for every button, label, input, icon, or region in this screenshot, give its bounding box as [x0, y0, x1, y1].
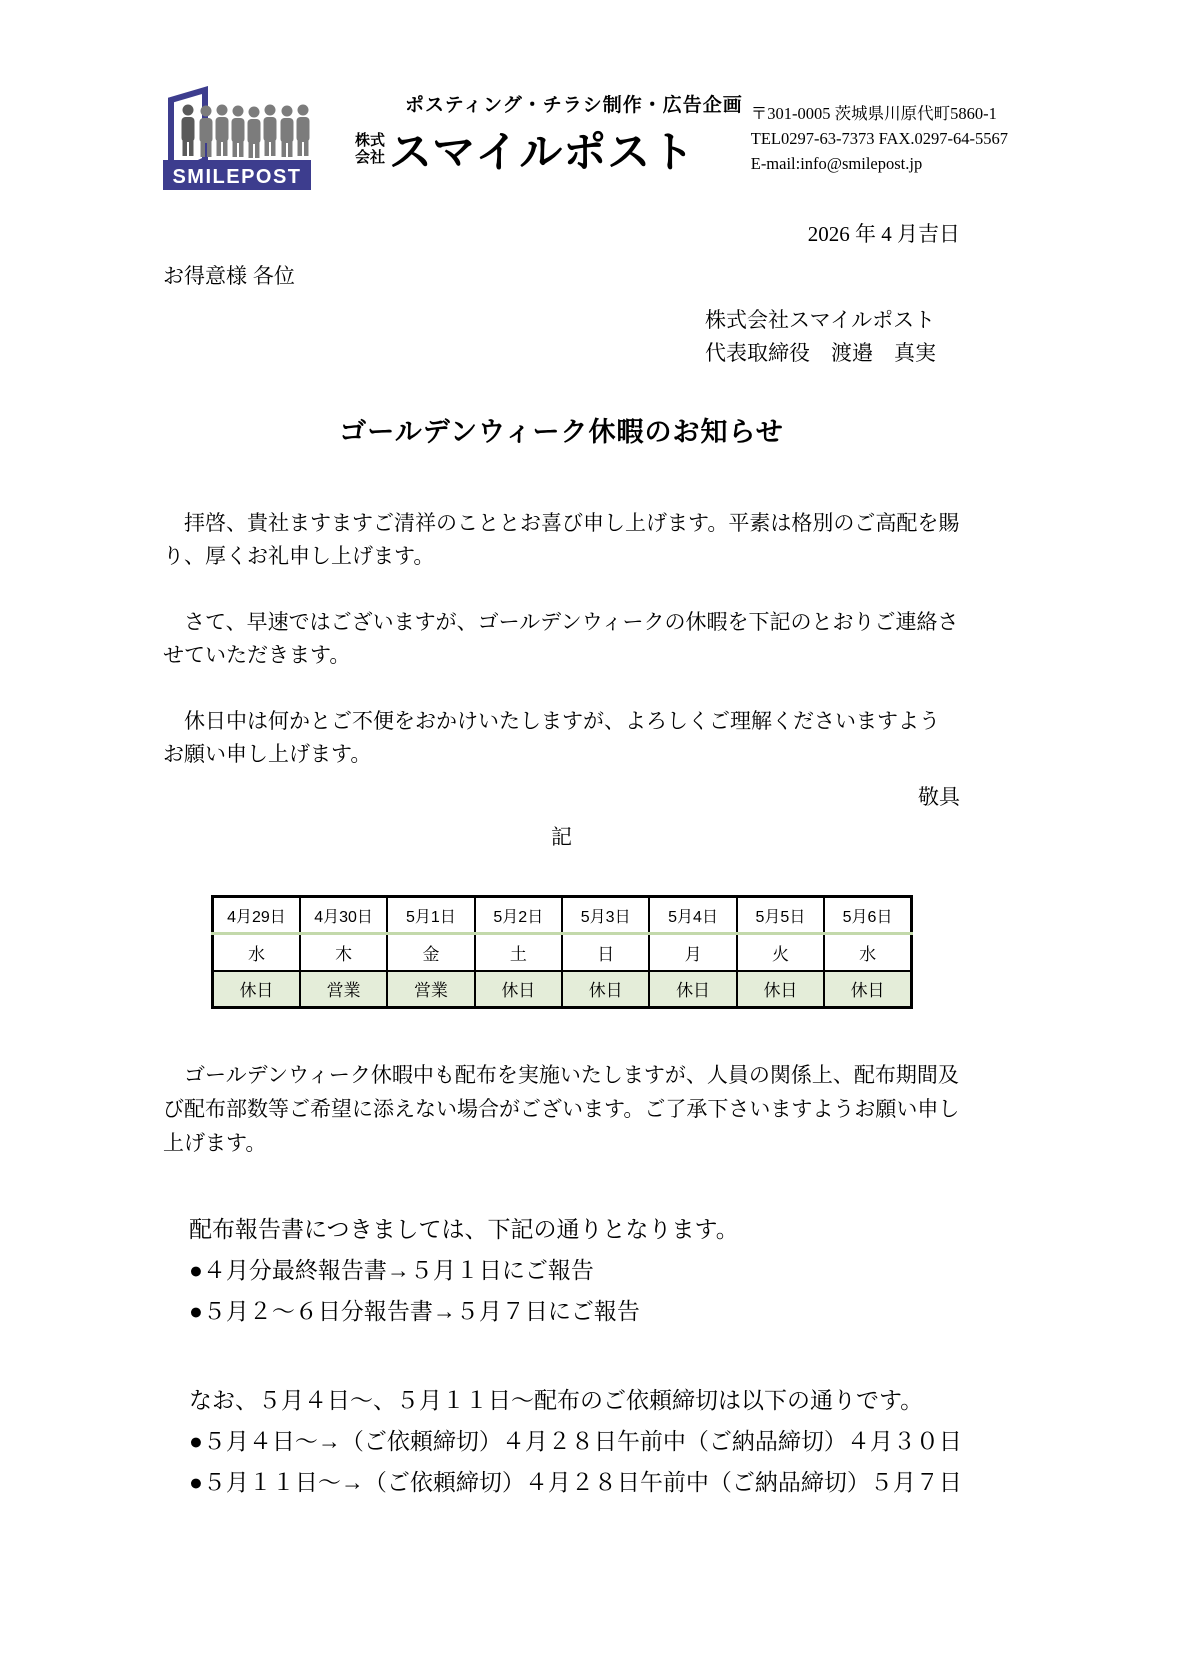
person-in-door-icon — [182, 105, 195, 157]
cell-day-0: 水 — [213, 934, 300, 971]
deadline-item-may11: ●５月１１日～→（ご依頼締切）４月２８日午前中（ご納品締切）５月７日 — [189, 1469, 962, 1495]
addressee: お得意様 各位 — [163, 265, 295, 288]
deadline-intro: なお、５月４日～、５月１１日～配布のご依頼締切は以下の通りです。 — [189, 1387, 924, 1413]
sender-name: 代表取締役 渡邉 真実 — [705, 342, 936, 365]
company-prefix-bottom: 会社 — [355, 148, 386, 166]
cell-status-2: 営業 — [387, 971, 474, 1008]
cell-day-3: 土 — [475, 934, 562, 971]
document-title: ゴールデンウィーク休暇のお知らせ — [339, 417, 784, 447]
tel-fax: TEL0297-63-7373 FAX.0297-64-5567 — [750, 128, 1008, 148]
brand-block — [355, 90, 743, 180]
cell-date-6: 5月5日 — [737, 897, 824, 934]
deadline-item-may4: ●５月４日～→（ご依頼締切）４月２８日午前中（ご納品締切）４月３０日 — [189, 1428, 962, 1454]
schedule-row-status — [213, 971, 912, 1008]
cell-day-2: 金 — [387, 934, 474, 971]
cell-date-7: 5月6日 — [824, 897, 911, 934]
sender-block — [705, 304, 960, 370]
cell-day-5: 月 — [649, 934, 736, 971]
cell-date-1: 4月30日 — [300, 897, 387, 934]
company-prefix-top: 株式 — [355, 132, 386, 149]
sender-company: 株式会社スマイルポスト — [705, 309, 936, 332]
report-section — [163, 1209, 960, 1332]
closing-keigu: 敬具 — [918, 786, 960, 809]
record-mark-ki: 記 — [551, 826, 572, 849]
paragraph-greeting: 拝啓、貴社ますますご清祥のこととお喜び申し上げます。平素は格別のご高配を賜り、厚くお礼申し上げます。 — [163, 512, 960, 568]
logo-svg — [163, 86, 311, 192]
postal-address: 〒301-0005 茨城県川原代町5860-1 — [750, 104, 997, 123]
cell-status-0: 休日 — [213, 971, 300, 1008]
paragraph-distribution: ゴールデンウィーク休暇中も配布を実施いたしますが、人員の関係上、配布期間及び配布部数等ご希望に添えない場合がございます。ご了承下さいますようお願い申し上げます。 — [163, 1064, 960, 1155]
cell-date-3: 5月2日 — [475, 897, 562, 934]
cell-status-5: 休日 — [649, 971, 736, 1008]
report-item-april: ●４月分最終報告書→５月１日にご報告 — [189, 1257, 594, 1283]
cell-status-6: 休日 — [737, 971, 824, 1008]
schedule-row-days — [213, 934, 912, 971]
report-item-may: ●５月２～６日分報告書→５月７日にご報告 — [189, 1298, 640, 1324]
cell-day-7: 水 — [824, 934, 911, 971]
deadline-section — [163, 1380, 960, 1503]
logo-banner-text: SMILEPOST — [172, 166, 302, 188]
letterhead — [163, 86, 1008, 192]
cell-day-4: 日 — [562, 934, 649, 971]
cell-date-0: 4月29日 — [213, 897, 300, 934]
schedule-table — [211, 895, 913, 1009]
company-name-large: スマイルポスト — [389, 129, 696, 177]
cell-date-2: 5月1日 — [387, 897, 474, 934]
cell-status-4: 休日 — [562, 971, 649, 1008]
cell-day-1: 木 — [300, 934, 387, 971]
cell-date-5: 5月4日 — [649, 897, 736, 934]
report-intro: 配布報告書につきましては、下記の通りとなります。 — [189, 1216, 739, 1242]
email: E-mail:info@smilepost.jp — [750, 153, 923, 173]
company-tagline: ポスティング・チラシ制作・広告企画 — [405, 95, 743, 116]
cell-status-3: 休日 — [475, 971, 562, 1008]
cell-status-1: 営業 — [300, 971, 387, 1008]
company-address-block — [751, 102, 1008, 176]
cell-date-4: 5月3日 — [562, 897, 649, 934]
smilepost-logo-icon — [163, 86, 311, 192]
schedule-row-dates — [213, 897, 912, 934]
cell-day-6: 火 — [737, 934, 824, 971]
paragraph-apology: 休日中は何かとご不便をおかけいたしますが、よろしくご理解くださいますようお願い申し上げます。 — [163, 710, 940, 766]
company-name-row — [355, 119, 743, 180]
cell-status-7: 休日 — [824, 971, 911, 1008]
paragraph-announcement: さて、早速ではございますが、ゴールデンウィークの休暇を下記のとおりご連絡させていただきます。 — [163, 611, 959, 667]
letter-date: 2026 年 4 月吉日 — [807, 222, 960, 246]
people-silhouettes-icon — [200, 105, 310, 159]
company-prefix — [355, 133, 385, 166]
